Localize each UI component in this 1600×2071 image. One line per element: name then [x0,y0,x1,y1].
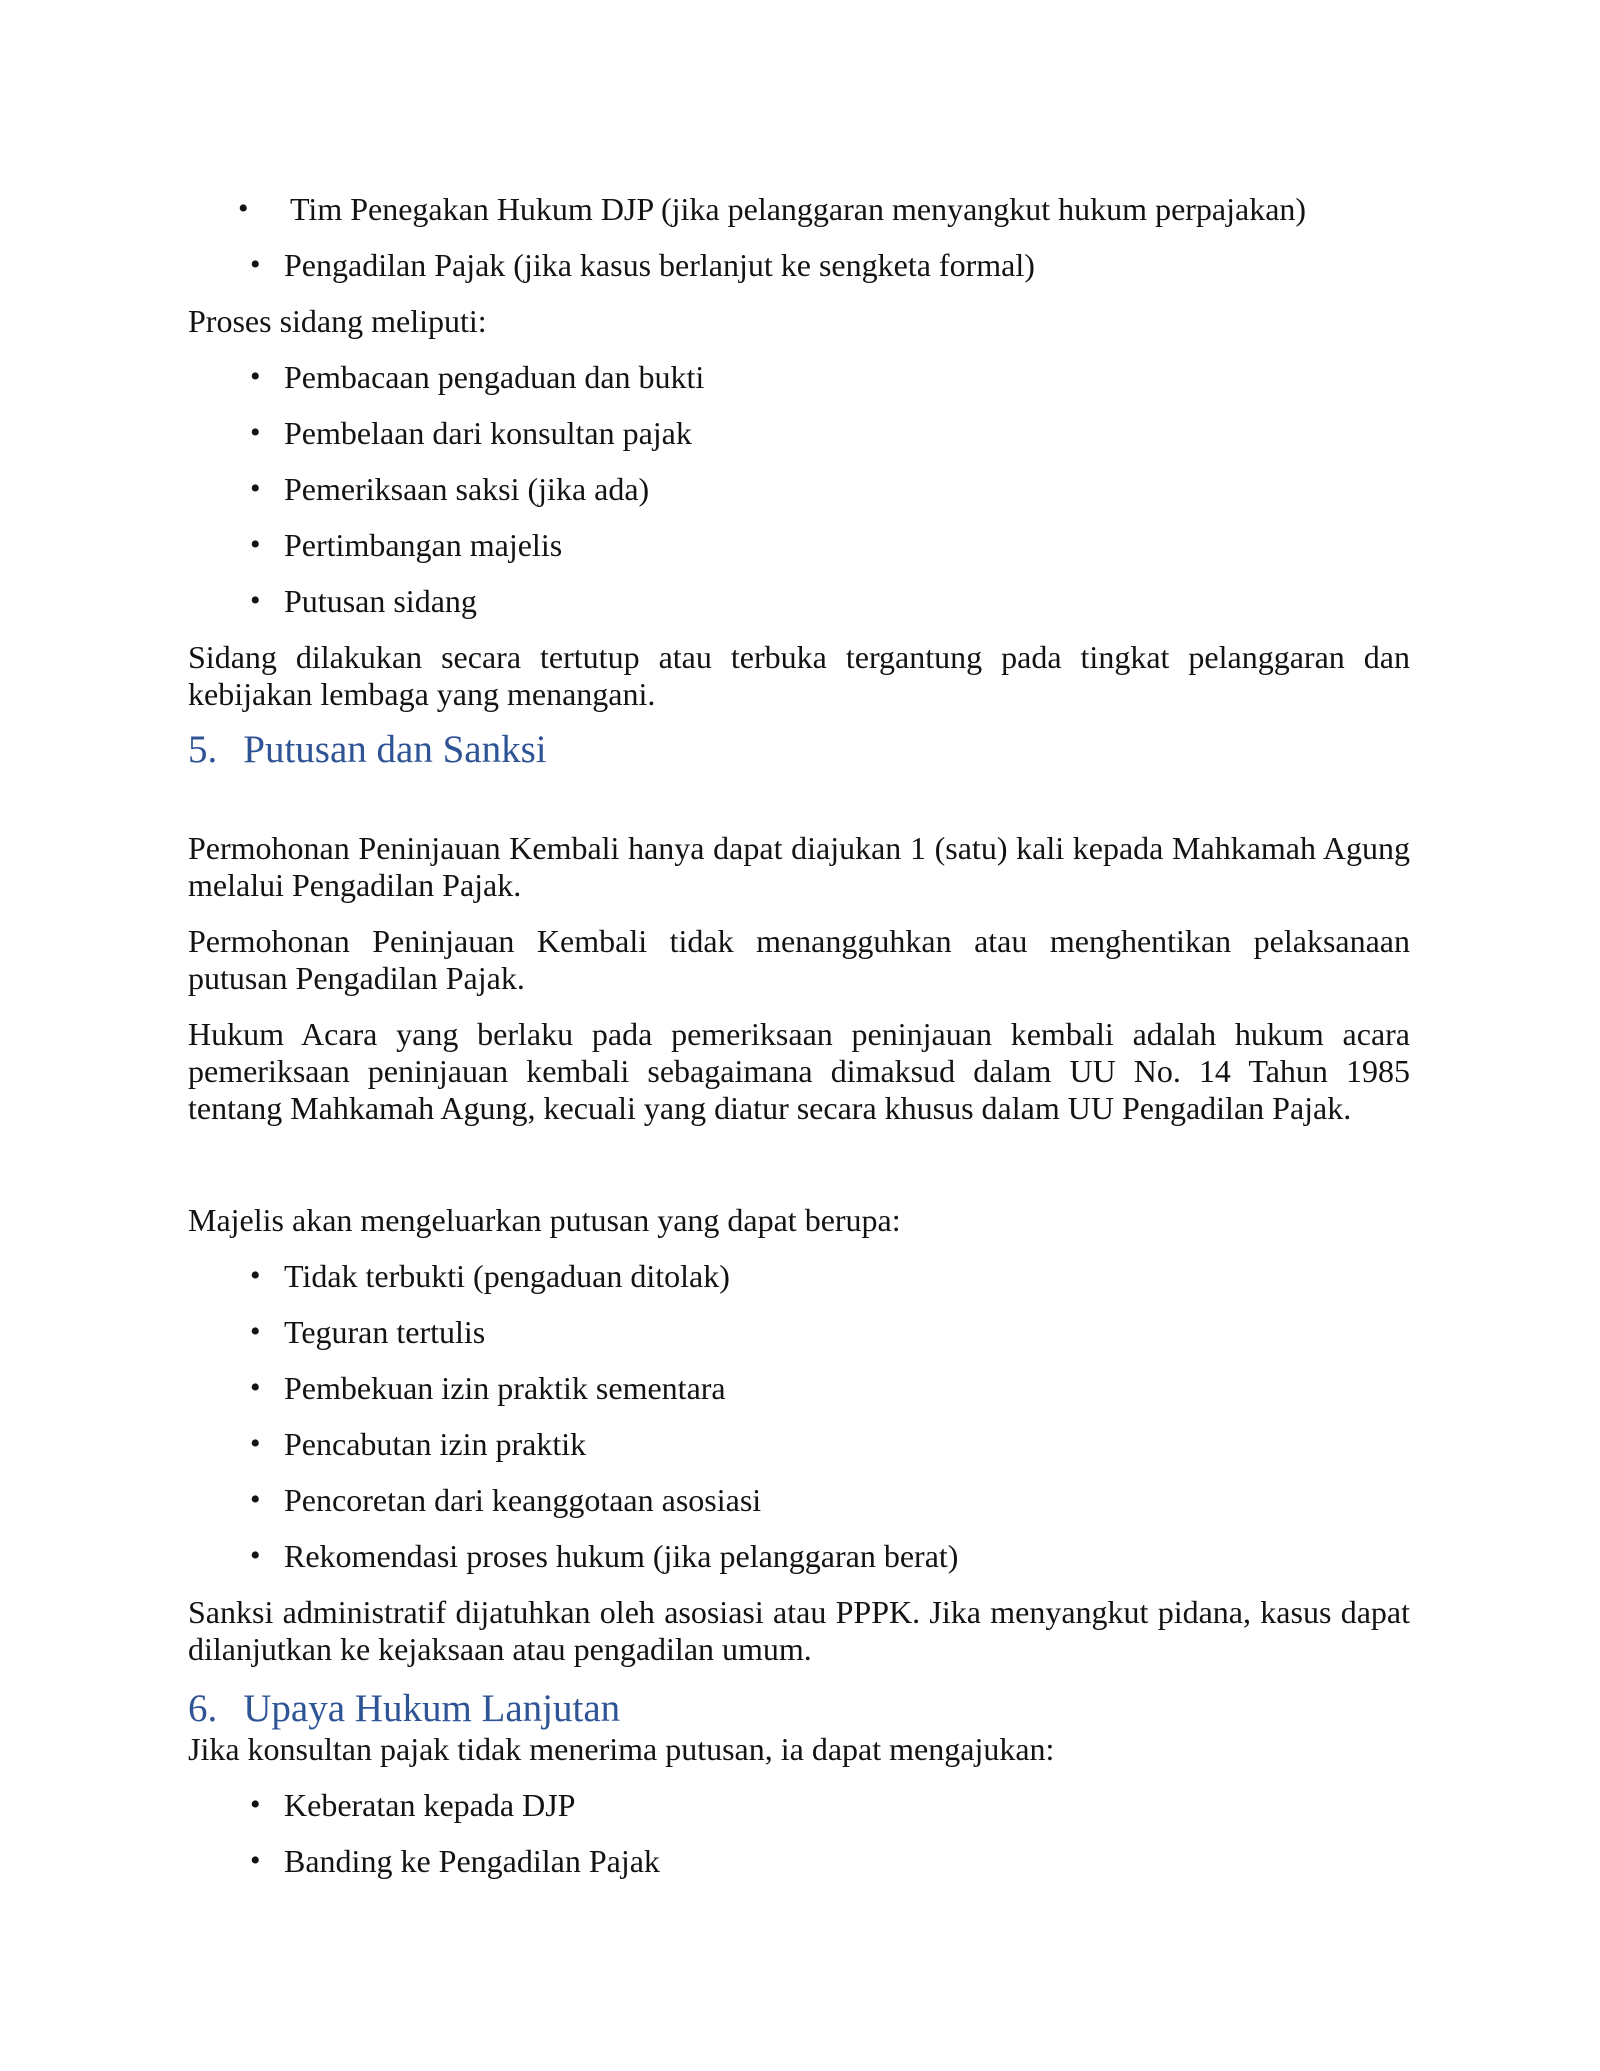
paragraph-pk-1: Permohonan Peninjauan Kembali hanya dapat diajukan 1 (satu) kali kepada Mahkamah Agung melalui Pengadilan Pajak. [188,830,1410,903]
list-item [188,1314,1410,1351]
list-item [188,1426,1410,1463]
list-item [188,1258,1410,1295]
list-item-text: Keberatan kepada DJP [284,1787,576,1823]
bullet-icon: • [250,1844,261,1877]
bullet-icon: • [250,1788,261,1821]
list-item [188,1538,1410,1575]
bullet-icon: • [250,472,261,505]
bullet-icon: • [250,416,261,449]
list-item [188,1482,1410,1519]
paragraph-hukum-acara: Hukum Acara yang berlaku pada pemeriksaan peninjauan kembali adalah hukum acara pemeriksaan peninjauan kembali sebagaimana dimaksud dalam UU No. 14 Tahun 1985 tentang Mahkamah Agung, kecuali yang diatur secara khusus dalam UU Pengadilan Pajak. [188,1016,1410,1126]
list-item-text: Pembekuan izin praktik sementara [284,1370,726,1406]
section-heading-5 [188,728,1410,772]
list-item [188,191,1410,228]
paragraph-sidang-note: Sidang dilakukan secara tertutup atau terbuka tergantung pada tingkat pelanggaran dan kebijakan lembaga yang menangani. [188,639,1410,712]
list-item [188,471,1410,508]
list-item-text: Rekomendasi proses hukum (jika pelanggaran berat) [284,1538,959,1574]
paragraph-upaya-intro: Jika konsultan pajak tidak menerima putusan, ia dapat mengajukan: [188,1731,1055,1767]
heading-number: 6. [188,1687,218,1730]
list-item-text: Pembelaan dari konsultan pajak [284,415,692,451]
list-item-text: Pertimbangan majelis [284,527,563,563]
list-item-text: Pencoretan dari keanggotaan asosiasi [284,1482,762,1518]
list-item [188,359,1410,396]
list-item [188,1787,1410,1824]
paragraph-proses-intro: Proses sidang meliputi: [188,303,487,339]
list-item-text: Tidak terbukti (pengaduan ditolak) [284,1258,730,1294]
heading-text: Putusan dan Sanksi [243,728,547,771]
list-item [188,1843,1410,1880]
empty-paragraph [188,1146,1410,1183]
bullet-icon: • [250,248,261,281]
list-item-text: Teguran tertulis [284,1314,486,1350]
bullet-icon: • [250,528,261,561]
list-item [188,1370,1410,1407]
heading-text: Upaya Hukum Lanjutan [243,1687,621,1730]
list-item [188,527,1410,564]
list-item [188,247,1410,284]
list-item [188,415,1410,452]
paragraph-majelis-intro: Majelis akan mengeluarkan putusan yang dapat berupa: [188,1202,901,1238]
section-heading-6 [188,1687,1410,1731]
bullet-icon: • [250,1539,261,1572]
list-item [188,583,1410,620]
bullet-icon: • [250,1371,261,1404]
list-item-text: Tim Penegakan Hukum DJP (jika pelanggaran menyangkut hukum perpajakan) [290,191,1307,227]
bullet-icon: • [250,360,261,393]
list-item-text: Pengadilan Pajak (jika kasus berlanjut ke sengketa formal) [284,247,1035,283]
bullet-icon: • [250,1483,261,1516]
bullet-icon: • [250,584,261,617]
bullet-icon: • [250,1259,261,1292]
paragraph-sanksi-note: Sanksi administratif dijatuhkan oleh asosiasi atau PPPK. Jika menyangkut pidana, kasus dapat dilanjutkan ke kejaksaan atau pengadilan umum. [188,1594,1410,1667]
list-item-text: Pencabutan izin praktik [284,1426,587,1462]
list-item-text: Putusan sidang [284,583,477,619]
list-item-text: Banding ke Pengadilan Pajak [284,1843,660,1879]
list-item-text: Pembacaan pengaduan dan bukti [284,359,705,395]
bullet-icon: • [250,1427,261,1460]
paragraph-pk-2: Permohonan Peninjauan Kembali tidak menangguhkan atau menghentikan pelaksanaan putusan Pengadilan Pajak. [188,923,1410,996]
bullet-icon: • [238,192,249,225]
bullet-icon: • [250,1315,261,1348]
list-item-text: Pemeriksaan saksi (jika ada) [284,471,650,507]
heading-number: 5. [188,728,218,771]
